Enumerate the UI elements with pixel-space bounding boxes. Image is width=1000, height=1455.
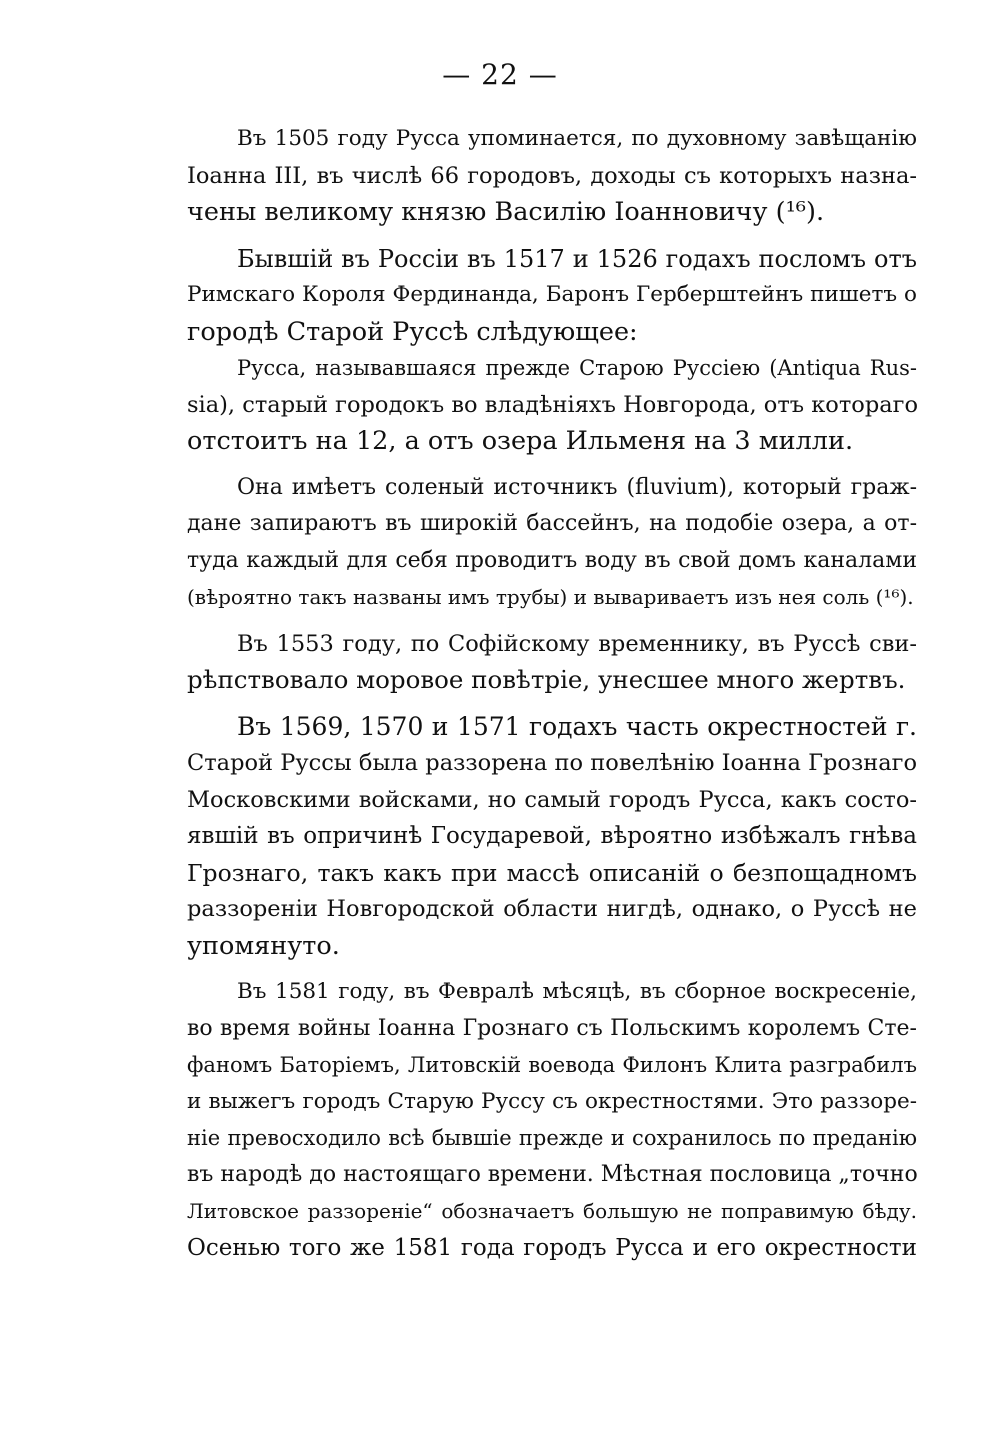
paragraph — [187, 350, 917, 460]
text-line: чены великому князю Василію Іоанновичу (¹⁶). — [187, 197, 825, 227]
text-line: Въ 1553 году, по Софійскому временнику, въ Руссѣ сви- — [237, 630, 917, 657]
paragraph — [187, 709, 917, 965]
text-line: упомянуто. — [187, 930, 340, 961]
text-line: отстоитъ на 12, а отъ озера Ильменя на 3 милли. — [187, 426, 854, 456]
text-line: Русса, называвшаяся прежде Старою Руссіею (Antiqua Rus- — [237, 356, 917, 380]
text-line: рѣпствовало моровое повѣтріе, унесшее много жертвъ. — [187, 665, 906, 694]
text-line: въ народѣ до настоящаго времени. Мѣстная пословица „точно — [187, 1161, 918, 1187]
text-line: (вѣроятно такъ названы имъ трубы) и вывариваетъ изъ нея соль (¹⁶). — [187, 585, 914, 609]
text-line: раззореніи Новгородской области нигдѣ, однако, о Руссѣ не — [187, 896, 917, 922]
text-line: городѣ Старой Руссѣ слѣдующее: — [187, 316, 638, 347]
text-line: sia), старый городокъ во владѣніяхъ Новгорода, отъ котораго — [187, 391, 918, 418]
text-line: Бывшій въ Россіи въ 1517 и 1526 годахъ посломъ отъ — [237, 244, 917, 273]
text-line: дане запираютъ въ широкій бассейнъ, на подобіе озера, а от- — [187, 511, 917, 536]
text-line: ніе превосходило всѣ бывшіе прежде и сохранилось по преданію — [187, 1126, 917, 1150]
text-line: Старой Руссы была раззорена по повелѣнію Іоанна Грознаго — [187, 750, 917, 776]
text-line: Въ 1581 году, въ Февралѣ мѣсяцѣ, въ сборное воскресеніе, — [237, 979, 917, 1004]
paragraph — [187, 241, 917, 351]
text-line: фаномъ Баторіемъ, Литовскій воевода Филонъ Клита разграбилъ — [187, 1053, 917, 1077]
document-body — [187, 121, 917, 1266]
text-line: Она имѣетъ соленый источникъ (fluvium), который граж- — [237, 474, 917, 500]
paragraph — [187, 974, 917, 1266]
text-line: туда каждый для себя проводитъ воду въ свой домъ каналами — [187, 547, 917, 573]
text-line: Грознаго, такъ какъ при массѣ описаній о безпощадномъ — [187, 858, 917, 887]
text-line: Московскими войсками, но самый городъ Русса, какъ состо- — [187, 786, 917, 813]
text-line: явшій въ опричинѣ Государевой, вѣроятно избѣжалъ гнѣва — [187, 823, 917, 849]
paragraph — [187, 470, 917, 616]
text-line: Осенью того же 1581 года городъ Русса и его окрестности — [187, 1234, 917, 1261]
text-line: во время войны Іоанна Грознаго съ Польскимъ королемъ Сте- — [187, 1015, 917, 1041]
page-number: — 22 — — [442, 58, 558, 91]
text-line: Римскаго Короля Фердинанда, Баронъ Герберштейнъ пишетъ о — [187, 282, 917, 307]
text-line: Въ 1569, 1570 и 1571 годахъ часть окрестностей г. — [237, 711, 917, 741]
paragraph — [187, 121, 917, 231]
text-line: Литовское раззореніе“ обозначаетъ большую не поправимую бѣду. — [187, 1199, 917, 1223]
text-line: Іоанна III, въ числѣ 66 городовъ, доходы съ которыхъ назна- — [187, 162, 917, 189]
paragraph — [187, 626, 917, 699]
text-line: и выжегъ городъ Старую Руссу съ окрестностями. Это раззоре- — [187, 1088, 917, 1114]
text-line: Въ 1505 году Русса упоминается, по духовному завѣщанію — [237, 126, 917, 151]
